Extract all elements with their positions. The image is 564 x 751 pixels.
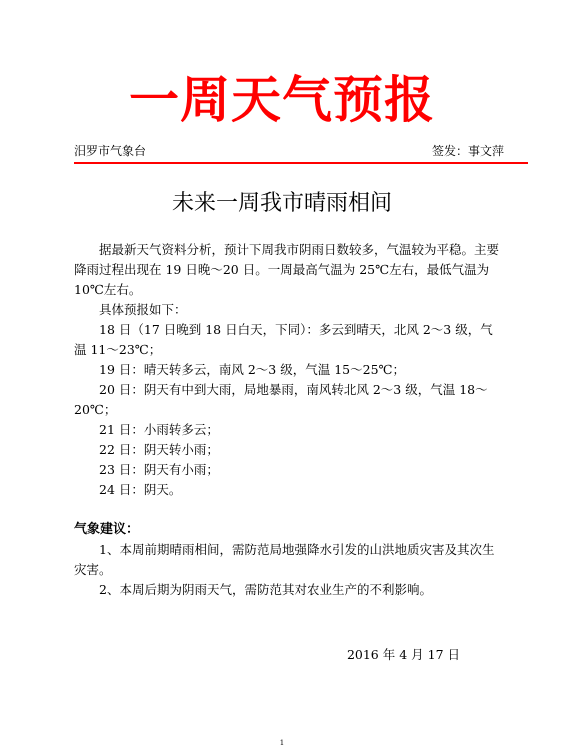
issuer-name: 汨罗市气象台: [74, 144, 147, 158]
advice-heading: 气象建议：: [74, 522, 140, 537]
advice-item: 1、本周前期晴雨相间，需防范局地强降水引发的山洪地质灾害及其次生灾害。: [74, 542, 495, 577]
forecast-heading: 具体预报如下：: [99, 302, 187, 317]
issuer-row: [74, 142, 504, 160]
forecast-item: 18 日（17 日晚到 18 日白天，下同）：多云到晴天，北风 2～3 级，气温 11～23℃；: [74, 322, 493, 357]
paragraph-spacer: [74, 500, 504, 520]
forecast-item: 19 日：晴天转多云，南风 2～3 级，气温 15～25℃；: [99, 362, 406, 377]
forecast-item: 24 日：阴天。: [99, 482, 182, 497]
advice-item: 2、本周后期为阴雨天气，需防范其对农业生产的不利影响。: [99, 582, 432, 597]
forecast-item: 22 日：阴天转小雨；: [99, 442, 219, 457]
headline: 未来一周我市晴雨相间: [171, 191, 392, 216]
forecast-item: 20 日：阴天有中到大雨，局地暴雨，南风转北风 2～3 级，气温 18～20℃；: [74, 382, 488, 417]
page-number: 1: [279, 739, 285, 747]
dateline: 2016 年 4 月 17 日: [346, 647, 460, 662]
red-divider: [74, 162, 528, 164]
signatory: 签发：事文萍: [431, 144, 504, 158]
masthead-title: 一周天气预报: [129, 71, 435, 129]
forecast-item: 23 日：阴天有小雨；: [99, 462, 219, 477]
document-body: [74, 240, 504, 600]
intro-paragraph: 据最新天气资料分析，预计下周我市阴雨日数较多，气温较为平稳。主要降雨过程出现在 19 日晚～20 日。一周最高气温为 25℃左右，最低气温为 10℃左右。: [74, 242, 500, 297]
forecast-item: 21 日：小雨转多云；: [99, 422, 219, 437]
